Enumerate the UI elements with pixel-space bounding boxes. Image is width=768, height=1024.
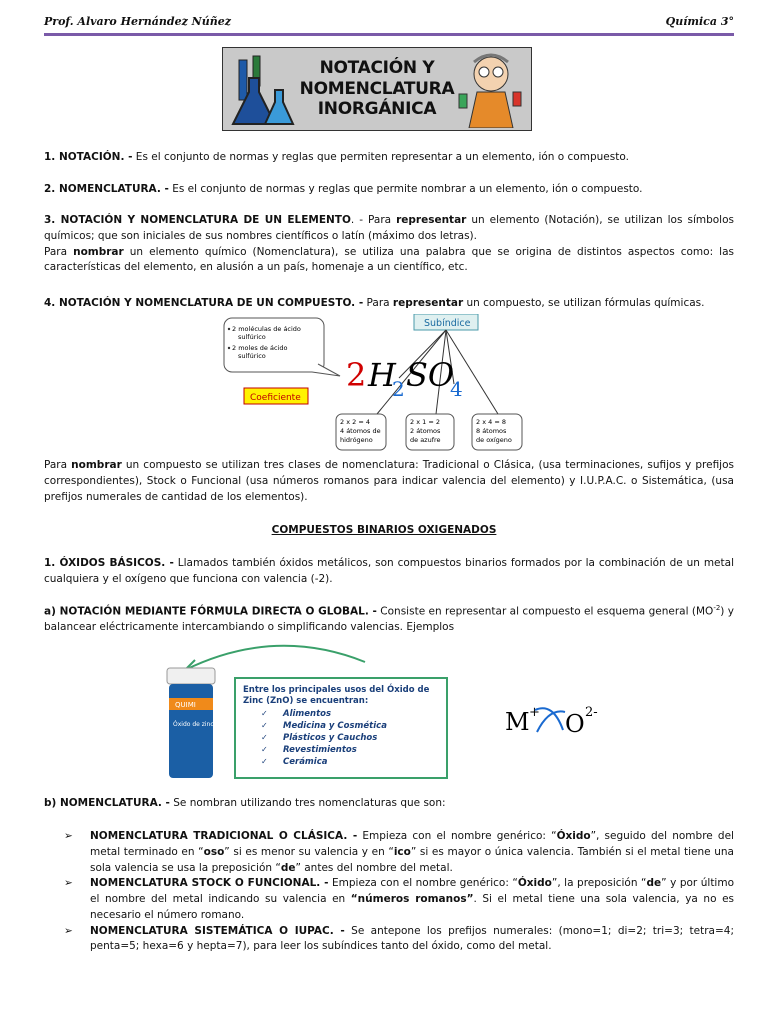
exchange-arrow <box>537 711 565 732</box>
use-item: Cerámica <box>283 757 328 767</box>
text: Empieza con el nombre genérico: “ <box>357 830 557 842</box>
description-bubble <box>224 318 340 376</box>
box-line: 4 átomos de <box>340 427 381 435</box>
check-icon: ✓ <box>261 721 268 730</box>
bold-text: nombrar <box>71 459 122 471</box>
bold-text: Óxido <box>517 877 552 890</box>
check-icon: ✓ <box>261 757 268 766</box>
text: Se nombran utilizando tres nomenclaturas que son: <box>169 797 446 809</box>
metal-symbol: M <box>505 708 530 736</box>
formula-hydrogen: H <box>368 356 396 394</box>
bold-text: Óxido <box>556 830 591 842</box>
curved-arrow <box>185 646 365 670</box>
oxygen-atoms-box <box>472 414 522 450</box>
heading: b) NOMENCLATURA. - <box>44 797 170 809</box>
text: ”, la preposición “ <box>551 877 647 890</box>
paragraph-notacion-directa <box>44 603 734 636</box>
scientist-cartoon-icon <box>457 52 525 128</box>
jar-label: QUIMI <box>175 701 196 709</box>
text: un elemento químico (Nomenclatura), se utiliza una palabra que se origina de distintos aspectos como: las características del elemento, en alusión a un país, homenaje a un científico, etc. <box>44 245 734 274</box>
check-icon: ✓ <box>261 733 268 742</box>
bold-text: oso <box>203 845 225 858</box>
text: ) y balancear eléctricamente intercambiando o simplificando valencias. Ejemplos <box>44 605 735 634</box>
paragraph-elemento <box>44 213 734 276</box>
subindice-label: Subíndice <box>424 318 471 329</box>
text: ”, seguido del nombre del metal terminado en “ <box>90 830 734 858</box>
bold-text: de <box>280 861 296 874</box>
text: . Si el metal tiene una sola valencia, ya no es necesario el número romano. <box>90 893 734 921</box>
list-item <box>64 829 734 876</box>
paragraph-oxidos-basicos <box>44 556 734 588</box>
subject-label: Química 3° <box>665 15 734 28</box>
arrow-bullet-icon: ➢ <box>64 877 73 890</box>
text: Llamados también óxidos metálicos, son compuestos binarios formados por la combinación de un metal cualquiera y el oxígeno que funciona con valencia (-2). <box>44 557 734 585</box>
oxygen-valence: 2- <box>585 705 598 720</box>
section-title: COMPUESTOS BINARIOS OXIGENADOS <box>271 524 497 536</box>
uses-heading-2: Zinc (ZnO) se encuentran: <box>243 696 369 706</box>
paragraph-notacion <box>44 150 734 166</box>
heading: NOMENCLATURA SISTEMÁTICA O IUPAC. - <box>90 924 345 937</box>
sulfur-atoms-box <box>406 414 454 450</box>
header-rule <box>44 33 734 36</box>
text: Se antepone los prefijos numerales: (mono=1; di=2; tri=3; tetra=4; penta=5; hexa=6 y hepta=7), para leer los subíndices tanto del óxido, como del metal. <box>90 924 734 953</box>
banner-line-3: INORGÁNICA <box>317 99 437 120</box>
bubble-item-2b: sulfúrico <box>238 352 266 360</box>
arrow-bullet-icon: ➢ <box>64 924 73 937</box>
hydrogen-atoms-box <box>336 414 386 450</box>
jar-text: Óxido de zinc <box>173 721 214 728</box>
lab-flasks-icon <box>229 54 295 126</box>
bold-text: representar <box>392 297 464 309</box>
metal-valence: + <box>529 705 540 720</box>
nomenclature-list <box>64 829 734 955</box>
heading: 1. ÓXIDOS BÁSICOS. - <box>44 557 174 569</box>
zinc-jar-image <box>167 668 215 778</box>
coeficiente-label: Coeficiente <box>250 393 301 403</box>
heading: a) NOTACIÓN MEDIANTE FÓRMULA DIRECTA O GLOBAL. - <box>44 605 377 618</box>
text: Para <box>44 459 72 471</box>
check-icon: ✓ <box>261 709 268 718</box>
formula-o-subscript: 4 <box>450 377 463 401</box>
text: ” y por último el nombre del metal indicando su valencia en <box>90 877 735 905</box>
paragraph-compuesto <box>44 296 734 312</box>
use-item: Alimentos <box>283 709 332 719</box>
bold-text: ico <box>393 845 411 858</box>
zinc-oxide-illustration <box>165 640 450 782</box>
text: Para <box>44 245 74 258</box>
heading: 3. NOTACIÓN Y NOMENCLATURA DE UN ELEMENTO <box>44 214 351 226</box>
valence-exchange-formula <box>505 700 615 745</box>
box-line: 2 x 1 = 2 <box>410 418 440 426</box>
box-line: 2 x 2 = 4 <box>340 418 370 426</box>
use-item: Revestimientos <box>283 745 357 755</box>
arrow-bullet-icon: ➢ <box>64 830 73 842</box>
text: Consiste en representar al compuesto el esquema general (MO <box>376 605 714 618</box>
banner-line-2: NOMENCLATURA <box>299 78 455 99</box>
banner-title <box>300 58 455 120</box>
text: ” si es mayor o única valencia. También si el metal tiene una sola valencia se usa la preposición “ <box>90 845 734 874</box>
heading: NOMENCLATURA STOCK O FUNCIONAL. - <box>90 877 329 890</box>
bubble-item-1: 2 moléculas de ácido <box>232 325 301 333</box>
text: Es el conjunto de normas y reglas que permiten representar a un elemento, ión o compuesto. <box>132 151 629 163</box>
paragraph-nomenclatura <box>44 182 734 198</box>
text: Para <box>363 297 393 309</box>
box-line: 8 átomos <box>476 427 507 435</box>
formula-so: SO <box>406 356 455 394</box>
bold-text: de <box>646 877 662 890</box>
text: . - Para <box>350 214 397 226</box>
box-line: de azufre <box>410 436 441 444</box>
paragraph-nomenclatura-b <box>44 796 734 812</box>
bold-text: nombrar <box>73 245 124 258</box>
heading: NOMENCLATURA TRADICIONAL O CLÁSICA. - <box>90 830 358 842</box>
title-banner <box>222 47 532 131</box>
superscript: -2 <box>713 604 721 612</box>
text: un compuesto se utilizan tres clases de nomenclatura: Tradicional o Clásica, (usa terminaciones, sufijos y prefijos correspondientes), Stock o Funcional (usa números romanos para indicar valencia del elemento) y I.U.P.A.C. o Sistemática, (usa prefijos numerales de cantidad de los elementos). <box>44 459 734 503</box>
formula-diagram <box>222 314 547 454</box>
formula-coefficient: 2 <box>346 356 367 394</box>
oxygen-symbol: O <box>565 710 585 738</box>
text: Es el conjunto de normas y reglas que permite nombrar a un elemento, ión o compuesto. <box>168 183 643 195</box>
text: ” si es menor su valencia y en “ <box>224 845 394 858</box>
heading: 1. NOTACIÓN. - <box>44 151 133 163</box>
box-line: 2 x 4 = 8 <box>476 418 506 426</box>
bold-text: “números romanos” <box>350 893 474 905</box>
box-line: 2 átomos <box>410 427 441 435</box>
heading: 4. NOTACIÓN Y NOMENCLATURA DE UN COMPUESTO. - <box>44 297 364 309</box>
bubble-item-2: 2 moles de ácido <box>232 344 288 352</box>
bold-text: representar <box>396 214 467 226</box>
use-item: Plásticos y Cauchos <box>283 733 378 743</box>
box-line: de oxígeno <box>476 436 512 444</box>
check-icon: ✓ <box>261 745 268 754</box>
text: un compuesto, se utilizan fórmulas químicas. <box>463 297 705 309</box>
author-name: Prof. Alvaro Hernández Núñez <box>44 15 231 28</box>
text: un elemento (Notación), se utilizan los símbolos químicos; que son iniciales de sus nombres científicos o latín (máximo dos letras). <box>44 214 734 242</box>
formula-h-subscript: 2 <box>392 377 405 401</box>
paragraph-nombrar <box>44 458 734 505</box>
banner-line-1: NOTACIÓN Y <box>319 57 435 78</box>
list-item <box>64 924 734 956</box>
uses-heading-1: Entre los principales usos del Óxido de <box>243 685 430 695</box>
page-header <box>44 14 734 34</box>
text: Empieza con el nombre genérico: “ <box>328 877 518 890</box>
use-item: Medicina y Cosmética <box>283 721 387 731</box>
list-item <box>64 876 734 923</box>
text: ” antes del nombre del metal. <box>295 861 453 874</box>
bubble-item-1b: sulfúrico <box>238 333 266 341</box>
heading: 2. NOMENCLATURA. - <box>44 183 169 195</box>
box-line: hidrógeno <box>340 436 373 444</box>
